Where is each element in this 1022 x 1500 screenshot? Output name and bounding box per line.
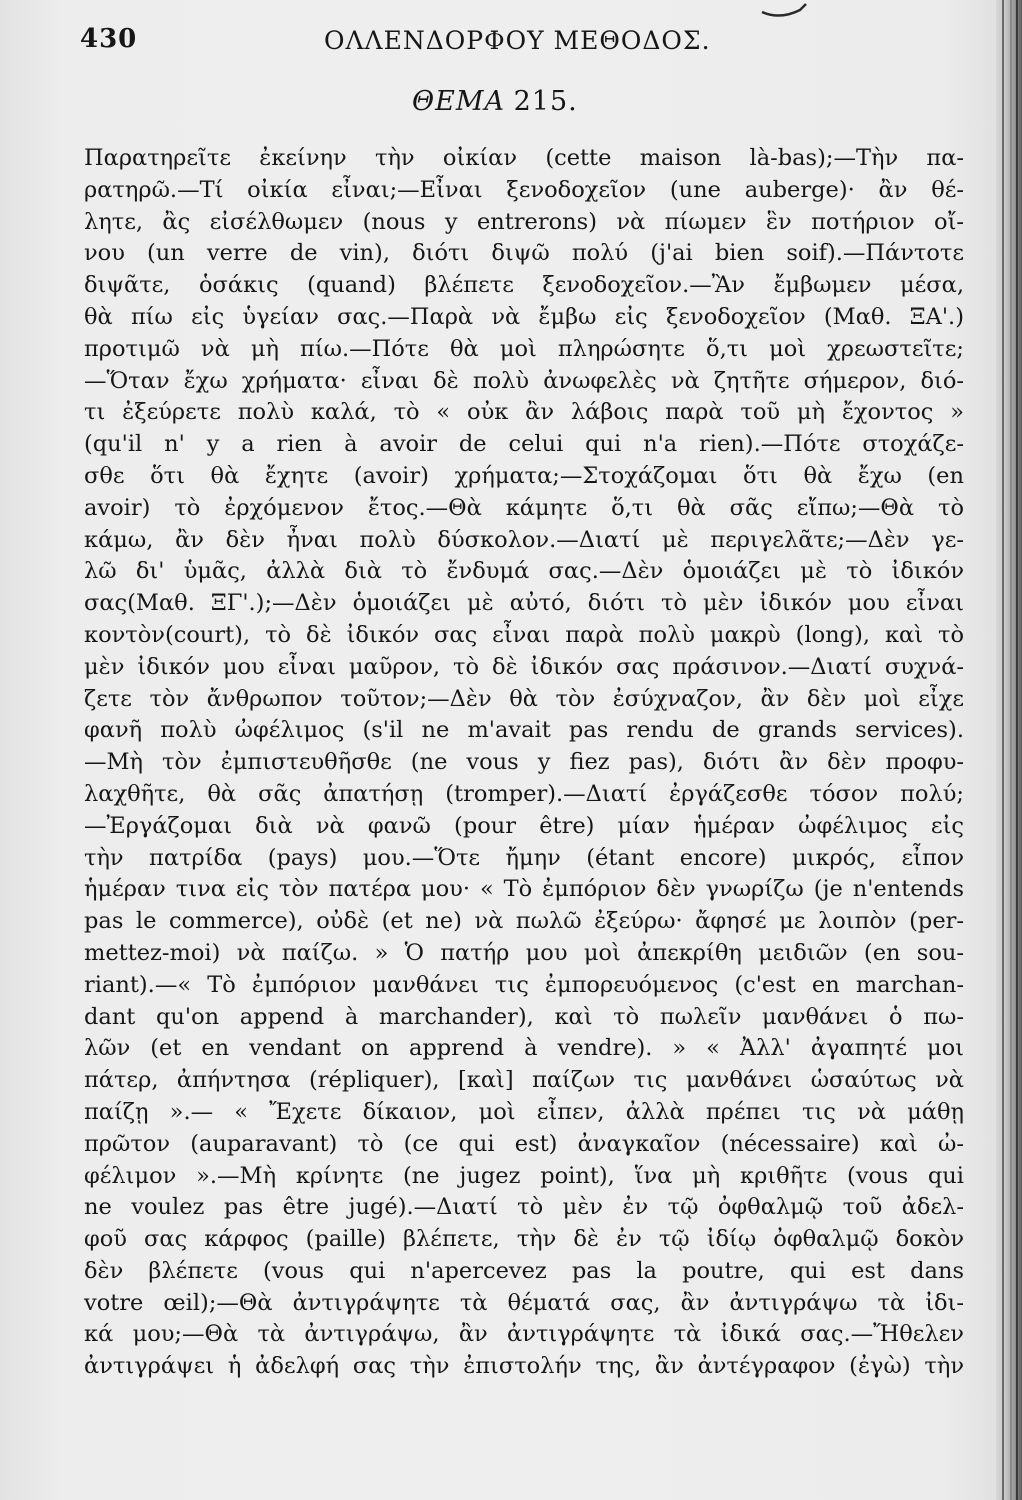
exercise-text [84, 143, 964, 1383]
text-line: votre œil);—Θὰ ἀντιγράψητε τὰ θέματά σας, ἂν ἀντιγράψω τὰ ἰδι- [84, 1289, 964, 1316]
text-line: —Ἐργάζομαι διὰ νὰ φανῶ (pour être) μίαν ἡμέραν ὠφέλιμος εἰς [84, 812, 964, 839]
text-line: σθε ὅτι θὰ ἔχητε (avoir) χρήματα;—Στοχάζομαι ὅτι θὰ ἔχω (en [84, 462, 964, 489]
text-line: τὴν πατρίδα (pays) μου.—Ὅτε ἤμην (étant encore) μικρός, εἶπον [84, 844, 964, 871]
page-edge-line [1002, 0, 1004, 1500]
text-line: κάμω, ἂν δὲν ἦναι πολὺ δύσκολον.—Διατί μὲ περιγελᾶτε;—Δὲν γε- [84, 526, 964, 553]
text-line: διψᾶτε, ὁσάκις (quand) βλέπετε ξενοδοχεῖον.—Ἂν ἔμβωμεν μέσα, [84, 272, 964, 299]
text-line: μὲν ἰδικόν μου εἶναι μαῦρον, τὸ δὲ ἰδικόν σας πράσινον.—Διατί συχνά- [84, 653, 964, 680]
text-line: φανῆ πολὺ ὠφέλιμος (s'il ne m'avait pas rendu de grands services). [84, 717, 964, 744]
text-line: ἡμέραν τινα εἰς τὸν πατέρα μου· « Τὸ ἐμπόριον δὲν γνωρίζω (je n'entends [84, 876, 964, 903]
text-line: πρῶτον (auparavant) τὸ (ce qui est) ἀναγκαῖον (nécessaire) καὶ ὠ- [84, 1130, 964, 1157]
text-line: pas le commerce), οὐδὲ (et ne) νὰ πωλῶ ἐξεύρω· ἄφησέ με λοιπὸν (per- [84, 908, 964, 935]
text-line: —Ὅταν ἔχω χρήματα· εἶναι δὲ πολὺ ἀνωφελὲς νὰ ζητῆτε σήμερον, διό- [84, 367, 964, 394]
theme-number: 215. [513, 86, 578, 117]
text-line: Παρατηρεῖτε ἐκείνην τὴν οἰκίαν (cette maison là-bas);—Τὴν πα- [84, 145, 964, 171]
page-edge [996, 0, 1022, 1500]
text-line: λητε, ἂς εἰσέλθωμεν (nous y entrerons) νὰ πίωμεν ἓν ποτήριον οἴ- [84, 208, 964, 235]
text-line: mettez-moi) νὰ παίζω. » Ὁ πατήρ μου μοὶ ἀπεκρίθη μειδιῶν (en sou- [84, 939, 964, 966]
text-line: λῶ δι' ὑμᾶς, ἀλλὰ διὰ τὸ ἔνδυμά σας.—Δὲν ὁμοιάζει μὲ τὸ ἰδικόν [84, 558, 964, 585]
text-line: avoir) τὸ ἐρχόμενον ἔτος.—Θὰ κάμητε ὅ,τι θὰ σᾶς εἴπω;—Θὰ τὸ [84, 494, 964, 521]
text-line: κά μου;—Θὰ τὰ ἀντιγράψω, ἂν ἀντιγράψητε τὰ ἰδικά σας.—Ἤθελεν [84, 1321, 964, 1348]
text-line: riant).—« Τὸ ἐμπόριον μανθάνει τις ἐμπορευόμενος (c'est en marchan- [84, 971, 964, 998]
text-line: (qu'il n' y a rien à avoir de celui qui n'a rien).—Πότε στοχάζε- [84, 431, 964, 458]
text-line: dant qu'on append à marchander), καὶ τὸ πωλεῖν μανθάνει ὁ πω- [84, 1003, 964, 1030]
text-line: λῶν (et en vendant on apprend à vendre). » « Ἀλλ' ἀγαπητέ μοι [84, 1035, 964, 1062]
text-line: ἀντιγράψει ἡ ἀδελφή σας τὴν ἐπιστολήν της, ἂν ἀντέγραφον (ἐγὼ) τὴν [84, 1353, 964, 1380]
text-line: παίζῃ ».— « Ἔχετε δίκαιον, μοὶ εἶπεν, ἀλλὰ πρέπει τις νὰ μάθῃ [84, 1098, 964, 1125]
running-title: ΟΛΛΕΝΔΟΡΦΟΥ ΜΕΘΟΔΟΣ. [324, 26, 711, 55]
text-line: πάτερ, ἀπήντησα (répliquer), [καὶ] παίζων τις μανθάνει ὡσαύτως νὰ [84, 1067, 964, 1094]
text-line: δὲν βλέπετε (vous qui n'apercevez pas la poutre, qui est dans [84, 1257, 964, 1284]
text-line: κοντὸν(court), τὸ δὲ ἰδικόν σας εἶναι παρὰ πολὺ μακρὺ (long), καὶ τὸ [84, 621, 964, 648]
text-line: σας(Μαθ. ΞΓ'.);—Δὲν ὁμοιάζει μὲ αὐτό, διότι τὸ μὲν ἰδικόν μου εἶναι [84, 590, 964, 617]
theme-label: ΘΕΜΑ [412, 86, 505, 117]
text-line: θὰ πίω εἰς ὑγείαν σας.—Παρὰ νὰ ἔμβω εἰς ξενοδοχεῖον (Μαθ. ΞΑ'.) [84, 303, 964, 330]
text-line: —Μὴ τὸν ἐμπιστευθῆσθε (ne vous y fiez pas), διότι ἂν δὲν προφυ- [84, 749, 964, 776]
theme-heading [412, 86, 578, 117]
page-number: 430 [80, 24, 138, 54]
text-line: ne voulez pas être jugé).—Διατί τὸ μὲν ἐν τῷ ὀφθαλμῷ τοῦ ἀδελ- [84, 1194, 964, 1221]
text-line: νου (un verre de vin), διότι διψῶ πολύ (j'ai bien soif).—Πάντοτε [84, 240, 964, 267]
text-line: λαχθῆτε, θὰ σᾶς ἀπατήσῃ (tromper).—Διατί ἐργάζεσθε τόσον πολύ; [84, 780, 964, 807]
text-line: προτιμῶ νὰ μὴ πίω.—Πότε θὰ μοὶ πληρώσητε ὅ,τι μοὶ χρεωστεῖτε; [84, 335, 964, 362]
running-head [80, 24, 980, 64]
text-line: φέλιμον ».—Μὴ κρίνητε (ne jugez point), ἵνα μὴ κριθῆτε (vous qui [84, 1162, 964, 1189]
text-line: φοῦ σας κάρφος (paille) βλέπετε, τὴν δὲ ἐν τῷ ἰδίῳ ὀφθαλμῷ δοκὸν [84, 1226, 964, 1253]
ink-mark [760, 2, 808, 22]
text-line: τι ἐξεύρετε πολὺ καλά, τὸ « οὐκ ἂν λάβοις παρὰ τοῦ μὴ ἔχοντος » [84, 399, 964, 426]
page-edge-line [1016, 0, 1018, 1500]
text-line: ζετε τὸν ἄνθρωπον τοῦτον;—Δὲν θὰ τὸν ἐσύχναζον, ἂν δὲν μοὶ εἶχε [84, 685, 964, 712]
text-line: ρατηρῶ.—Τί οἰκία εἶναι;—Εἶναι ξενοδοχεῖον (une auberge)· ἂν θέ- [84, 176, 964, 203]
page-edge-line [1010, 0, 1012, 1500]
